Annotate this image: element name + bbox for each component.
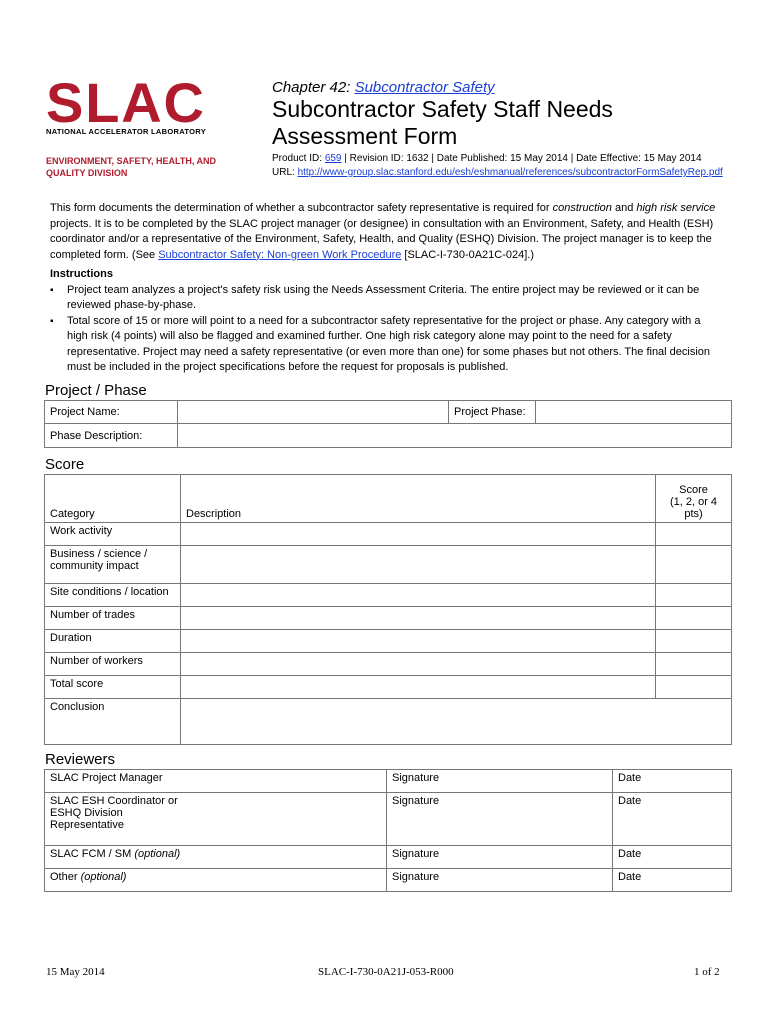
date-cell[interactable]: Date xyxy=(613,770,732,793)
division-name: ENVIRONMENT, SAFETY, HEALTH, AND QUALITY DIVISION xyxy=(46,156,217,178)
table-row xyxy=(45,546,732,584)
url-link[interactable]: http://www-group.slac.stanford.edu/esh/eshmanual/references/subcontractorFormSafetyRep.pdf xyxy=(297,167,723,178)
chapter-line xyxy=(272,79,495,96)
table-row xyxy=(45,630,732,653)
score-cell[interactable] xyxy=(656,676,732,699)
phase-description-field[interactable] xyxy=(178,424,732,448)
table-row xyxy=(45,676,732,699)
procedure-link[interactable]: Subcontractor Safety: Non-green Work Procedure xyxy=(158,248,402,261)
score-table xyxy=(44,474,732,745)
score-heading: Score xyxy=(45,456,85,473)
reviewer-row xyxy=(45,793,732,846)
role-label: SLAC Project Manager xyxy=(50,772,163,784)
date-cell[interactable]: Date xyxy=(613,869,732,892)
conclusion-cell[interactable] xyxy=(181,699,732,745)
reviewers-table xyxy=(44,769,732,892)
reviewers-heading: Reviewers xyxy=(45,751,116,768)
score-header-line2: (1, 2, or 4 pts) xyxy=(669,496,718,520)
project-heading: Project / Phase xyxy=(45,382,147,399)
reviewer-role xyxy=(45,793,387,846)
score-cell[interactable] xyxy=(656,584,732,607)
table-row xyxy=(45,584,732,607)
description-cell[interactable] xyxy=(181,584,656,607)
product-line xyxy=(272,152,742,166)
project-name-label: Project Name: xyxy=(45,401,178,424)
score-cell[interactable] xyxy=(656,546,732,584)
intro-text-b: and xyxy=(611,202,637,214)
role-label: SLAC ESH Coordinator or ESHQ Division Representative xyxy=(50,795,178,831)
reviewer-row xyxy=(45,869,732,892)
product-prefix: Product ID: xyxy=(272,153,325,164)
score-cell[interactable] xyxy=(656,630,732,653)
score-cell[interactable] xyxy=(656,523,732,546)
url-label: URL: xyxy=(272,167,298,178)
intro-em-high-risk: high risk service xyxy=(636,202,716,214)
optional-label: (optional) xyxy=(80,871,127,883)
project-name-field[interactable] xyxy=(178,401,449,424)
category-cell: Business / science / community impact xyxy=(45,546,181,584)
product-id-link[interactable]: 659 xyxy=(324,153,342,164)
category-cell: Conclusion xyxy=(45,699,181,745)
product-details: | Revision ID: 1632 | Date Published: 15 May 2014 | Date Effective: 15 May 2014 xyxy=(341,153,702,164)
category-cell: Site conditions / location xyxy=(45,584,181,607)
footer-date: 15 May 2014 xyxy=(46,966,105,978)
score-cell[interactable] xyxy=(656,653,732,676)
category-cell: Total score xyxy=(45,676,181,699)
description-cell[interactable] xyxy=(181,676,656,699)
footer-doc-id: SLAC-I-730-0A21J-053-R000 xyxy=(318,966,454,978)
signature-cell[interactable]: Signature xyxy=(387,869,613,892)
score-cell[interactable] xyxy=(656,607,732,630)
intro-text-a: This form documents the determination of whether a subcontractor safety representative is required for xyxy=(50,202,553,214)
category-header: Category xyxy=(45,475,181,523)
category-cell: Work activity xyxy=(45,523,181,546)
intro-paragraph xyxy=(50,201,720,263)
intro-em-construction: construction xyxy=(552,202,612,214)
chapter-prefix: Chapter 42: xyxy=(272,79,355,96)
chapter-link[interactable]: Subcontractor Safety xyxy=(354,79,495,96)
logo-subtitle: NATIONAL ACCELERATOR LABORATORY xyxy=(46,127,206,136)
intro-section xyxy=(50,201,720,376)
reviewer-row xyxy=(45,846,732,869)
signature-cell[interactable]: Signature xyxy=(387,846,613,869)
date-cell[interactable]: Date xyxy=(613,793,732,846)
table-row xyxy=(45,653,732,676)
signature-cell[interactable]: Signature xyxy=(387,770,613,793)
reviewer-role xyxy=(45,770,387,793)
instruction-item: ▪ Project team analyzes a project's safety risk using the Needs Assessment Criteria. The entire project may be reviewed or it can be reviewed phase-by-phase. xyxy=(50,283,720,314)
project-phase-label: Project Phase: xyxy=(449,401,536,424)
category-cell: Duration xyxy=(45,630,181,653)
score-header xyxy=(656,475,732,523)
table-row xyxy=(45,699,732,745)
reviewer-role xyxy=(45,846,387,869)
intro-text-c: projects. It is to be completed by the SLAC project manager (or designee) in consultation with an Environment, Safety, and Health (ESH) coordinator and/or a representative of the Environment, Safety, Health, and Quality (ESHQ) Division. The project manager is to keep the completed form. (See xyxy=(50,217,714,261)
category-cell: Number of trades xyxy=(45,607,181,630)
instruction-item: ▪ Total score of 15 or more will point to a need for a subcontractor safety representative for the project or phase. Any category with a high risk (4 points) will also be flagged and examined further. One high risk category alone may point to the need for a safety representative. Project may need a safety representative (or even more than one) for some phases but not others. The final decision must be included in the project specifications before the request for proposals is published. xyxy=(50,314,720,376)
description-cell[interactable] xyxy=(181,523,656,546)
description-cell[interactable] xyxy=(181,607,656,630)
date-cell[interactable]: Date xyxy=(613,846,732,869)
instructions-list xyxy=(50,283,720,376)
reviewer-role xyxy=(45,869,387,892)
url-line xyxy=(272,166,742,180)
description-cell[interactable] xyxy=(181,546,656,584)
description-cell[interactable] xyxy=(181,630,656,653)
table-row xyxy=(45,607,732,630)
description-cell[interactable] xyxy=(181,653,656,676)
project-table xyxy=(44,400,732,448)
phase-description-label: Phase Description: xyxy=(45,424,178,448)
description-header: Description xyxy=(181,475,656,523)
role-label: SLAC FCM / SM xyxy=(50,848,135,860)
logo-text: SLAC xyxy=(46,76,206,134)
intro-text-d: [SLAC-I-730-0A21C-024].) xyxy=(401,248,535,261)
optional-label: (optional) xyxy=(134,848,181,860)
score-header-line1: Score xyxy=(679,484,708,496)
category-cell: Number of workers xyxy=(45,653,181,676)
document-meta xyxy=(272,152,742,180)
instructions-title: Instructions xyxy=(50,268,113,280)
footer-page-number: 1 of 2 xyxy=(694,966,720,978)
table-row xyxy=(45,523,732,546)
page-title: Subcontractor Safety Staff Needs Assessment Form xyxy=(272,96,613,149)
project-phase-field[interactable] xyxy=(536,401,732,424)
role-label: Other xyxy=(50,871,81,883)
reviewer-row xyxy=(45,770,732,793)
signature-cell[interactable]: Signature xyxy=(387,793,613,846)
